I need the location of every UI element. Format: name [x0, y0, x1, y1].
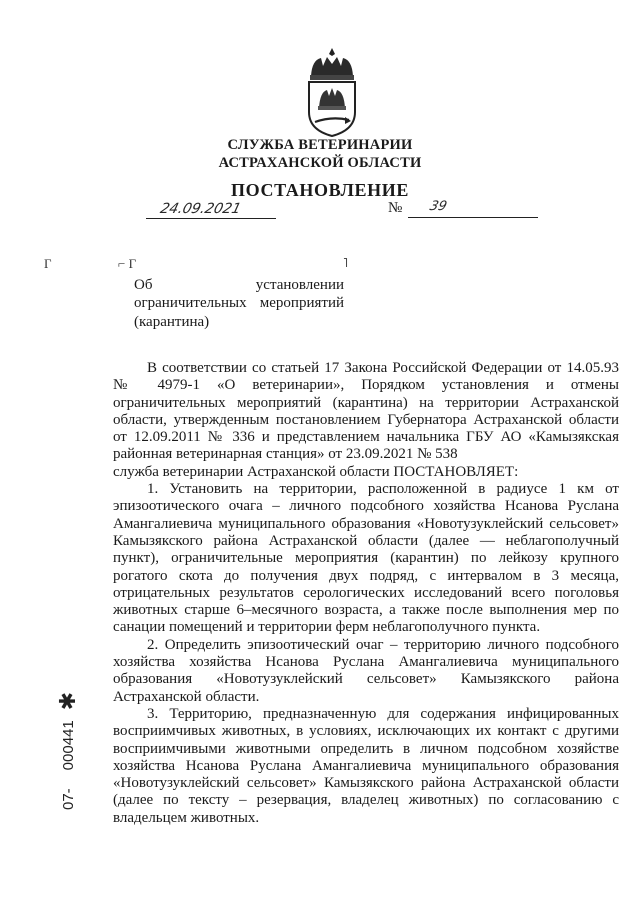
asterisk-icon: ✱	[55, 691, 80, 711]
form-series: 07-	[59, 788, 77, 810]
document-type-title: ПОСТАНОВЛЕНИЕ	[231, 180, 409, 200]
date-underline	[146, 218, 276, 219]
form-number: 000441	[59, 720, 77, 771]
form-serial-stamp	[55, 692, 81, 810]
corner-mark-left: Г	[44, 256, 52, 271]
body-paragraph-item-3: 3. Территорию, предназначенную для содержания инфицированных восприимчивых животных, в условиях, исключающих их контакт с другими восприимчивыми животными определить в личном подсобном хозяйстве хозяйства Нсанова Руслана Амангалиевича муниципального образования «Новотузуклейский сельсовет» Камызякского района Астраханской области (далее по тексту – резервация, владелец животных) по согласованию с владельцем животных.	[113, 705, 619, 826]
number-label: №	[388, 200, 403, 216]
handwritten-number: 39	[428, 199, 449, 214]
subject-bracket-right: ˥	[343, 255, 348, 270]
document-subject: Об установлении ограничительных мероприятий (карантина)	[134, 277, 344, 330]
handwritten-date: 24.09.2021	[158, 201, 243, 217]
number-underline	[408, 217, 538, 218]
body-paragraph-resolves: служба ветеринарии Астраханской области ПОСТАНОВЛЯЕТ:	[113, 463, 519, 480]
body-paragraph-item-1: 1. Установить на территории, расположенной в радиусе 1 км от эпизоотического очага – личного подсобного хозяйства Нсанова Руслана Амангалиевича муниципального образования «Новотузуклейский сельсовет» Камызякского района Астраханской области (далее — неблагополучный пункт), ограничительные мероприятия (карантин) по лейкозу крупного рогатого скота до получения двух подряд, с интервалом в 3 месяца, отрицательных результатов серологических исследований всего поголовья животных старше 6–месячного возраста, а также после выполнения мер по санации помещений и территории ферм неблагополучного пункта.	[113, 481, 619, 636]
body-paragraph-preamble: В соответствии со статьей 17 Закона Российской Федерации от 14.05.93 № 4979-1 «О ветеринарии», Порядком установления и отмены ограничительных мероприятий (карантина) на территории Астраханской области, утвержденным постановлением Губернатора Астраханской области от 12.09.2011 № 336 и представлением начальника ГБУ АО «Камызякская районная ветеринарная станция» от 23.09.2021 № 538	[113, 360, 619, 463]
organization-name-line-1: СЛУЖБА ВЕТЕРИНАРИИ	[227, 137, 413, 153]
subject-bracket-left: ⌐ Г	[118, 256, 137, 271]
document-body	[113, 360, 619, 827]
coat-of-arms-emblem	[297, 46, 367, 138]
body-paragraph-item-2: 2. Определить эпизоотический очаг – территорию личного подсобного хозяйства хозяйства Нсанова Руслана Амангалиевича муниципального образования «Новотузуклейский сельсовет» Камызякского района Астраханской области.	[113, 636, 619, 705]
organization-name-line-2: АСТРАХАНСКОЙ ОБЛАСТИ	[218, 155, 422, 171]
